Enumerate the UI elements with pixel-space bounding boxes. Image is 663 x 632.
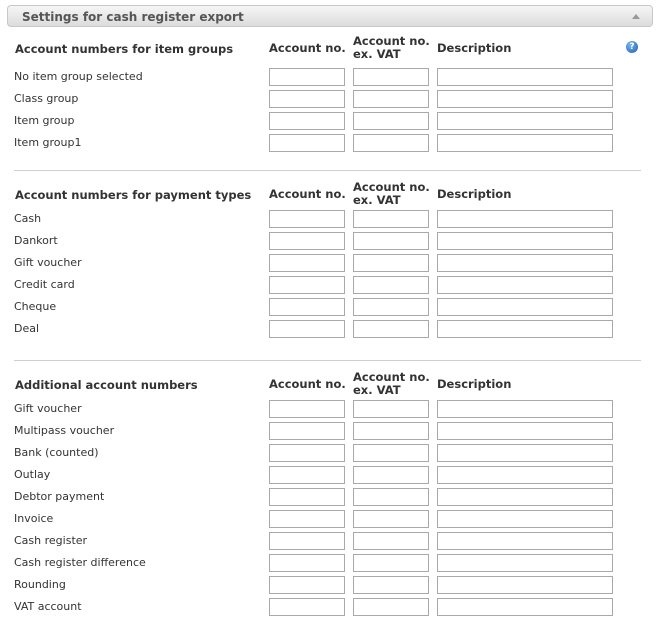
section-header	[0, 371, 663, 401]
account-no-input[interactable]	[269, 232, 345, 250]
description-input[interactable]	[437, 466, 613, 484]
row-label: Item group1	[14, 136, 82, 149]
row-label: Cash register difference	[14, 556, 146, 569]
account-no-ex-vat-input[interactable]	[353, 134, 429, 152]
form-row	[0, 90, 663, 112]
account-no-ex-vat-input[interactable]	[353, 576, 429, 594]
account-no-ex-vat-input[interactable]	[353, 254, 429, 272]
section-divider	[14, 170, 641, 171]
account-no-input[interactable]	[269, 276, 345, 294]
description-input[interactable]	[437, 232, 613, 250]
row-label: Gift voucher	[14, 256, 82, 269]
row-label: Credit card	[14, 278, 75, 291]
column-account-no-ex-vat: Account no. ex. VAT	[353, 370, 430, 397]
account-no-input[interactable]	[269, 532, 345, 550]
row-label: Multipass voucher	[14, 424, 115, 437]
account-no-input[interactable]	[269, 444, 345, 462]
description-input[interactable]	[437, 400, 613, 418]
description-input[interactable]	[437, 112, 613, 130]
row-label: Debtor payment	[14, 490, 105, 503]
account-no-input[interactable]	[269, 90, 345, 108]
account-no-input[interactable]	[269, 254, 345, 272]
account-no-ex-vat-input[interactable]	[353, 90, 429, 108]
row-label: Cash	[14, 212, 42, 225]
account-no-ex-vat-input[interactable]	[353, 598, 429, 616]
column-description: Description	[437, 187, 512, 201]
form-row	[0, 112, 663, 134]
account-no-input[interactable]	[269, 510, 345, 528]
description-input[interactable]	[437, 554, 613, 572]
account-no-input[interactable]	[269, 598, 345, 616]
row-label: Dankort	[14, 234, 58, 247]
form-row	[0, 298, 663, 320]
account-no-input[interactable]	[269, 134, 345, 152]
column-description: Description	[437, 41, 512, 55]
description-input[interactable]	[437, 210, 613, 228]
help-icon[interactable]: ?	[626, 41, 638, 53]
account-no-ex-vat-input[interactable]	[353, 112, 429, 130]
account-no-input[interactable]	[269, 112, 345, 130]
form-row	[0, 134, 663, 156]
account-no-input[interactable]	[269, 422, 345, 440]
description-input[interactable]	[437, 598, 613, 616]
row-label: Class group	[14, 92, 79, 105]
account-no-ex-vat-input[interactable]	[353, 276, 429, 294]
row-label: Deal	[14, 322, 40, 335]
section-title: Additional account numbers	[15, 378, 198, 392]
description-input[interactable]	[437, 444, 613, 462]
column-account-no: Account no.	[269, 377, 346, 391]
form-row	[0, 320, 663, 342]
description-input[interactable]	[437, 276, 613, 294]
account-no-input[interactable]	[269, 68, 345, 86]
account-no-input[interactable]	[269, 576, 345, 594]
account-no-ex-vat-input[interactable]	[353, 400, 429, 418]
description-input[interactable]	[437, 422, 613, 440]
row-label: Rounding	[14, 578, 66, 591]
row-label: Invoice	[14, 512, 54, 525]
form-row	[0, 276, 663, 298]
account-no-ex-vat-input[interactable]	[353, 422, 429, 440]
form-row	[0, 444, 663, 466]
form-row	[0, 254, 663, 276]
column-account-no: Account no.	[269, 187, 346, 201]
column-account-no-ex-vat: Account no. ex. VAT	[353, 34, 430, 61]
account-no-ex-vat-input[interactable]	[353, 532, 429, 550]
section-title: Account numbers for payment types	[15, 188, 252, 202]
account-no-input[interactable]	[269, 554, 345, 572]
account-no-input[interactable]	[269, 400, 345, 418]
account-no-ex-vat-input[interactable]	[353, 232, 429, 250]
account-no-ex-vat-input[interactable]	[353, 510, 429, 528]
section-title: Account numbers for item groups	[15, 42, 234, 56]
description-input[interactable]	[437, 510, 613, 528]
form-row	[0, 510, 663, 532]
account-no-ex-vat-input[interactable]	[353, 444, 429, 462]
form-row	[0, 232, 663, 254]
form-row	[0, 422, 663, 444]
form-row	[0, 466, 663, 488]
form-row	[0, 554, 663, 576]
account-no-input[interactable]	[269, 320, 345, 338]
form-row	[0, 210, 663, 232]
account-no-ex-vat-input[interactable]	[353, 320, 429, 338]
section-divider	[14, 360, 641, 361]
description-input[interactable]	[437, 134, 613, 152]
row-label: Bank (counted)	[14, 446, 99, 459]
account-no-input[interactable]	[269, 466, 345, 484]
row-label: Cash register	[14, 534, 88, 547]
panel-title: Settings for cash register export	[22, 10, 244, 24]
description-input[interactable]	[437, 254, 613, 272]
description-input[interactable]	[437, 488, 613, 506]
description-input[interactable]	[437, 532, 613, 550]
description-input[interactable]	[437, 576, 613, 594]
form-row	[0, 68, 663, 90]
row-label: Gift voucher	[14, 402, 82, 415]
row-label: VAT account	[14, 600, 82, 613]
description-input[interactable]	[437, 298, 613, 316]
description-input[interactable]	[437, 90, 613, 108]
section-header	[0, 35, 663, 65]
column-account-no-ex-vat: Account no. ex. VAT	[353, 180, 430, 207]
account-no-input[interactable]	[269, 298, 345, 316]
account-no-ex-vat-input[interactable]	[353, 488, 429, 506]
collapse-up-icon[interactable]	[632, 14, 640, 19]
section-header	[0, 181, 663, 211]
description-input[interactable]	[437, 320, 613, 338]
row-label: Cheque	[14, 300, 57, 313]
form-row	[0, 576, 663, 598]
form-row	[0, 488, 663, 510]
account-no-ex-vat-input[interactable]	[353, 554, 429, 572]
description-input[interactable]	[437, 68, 613, 86]
account-no-input[interactable]	[269, 488, 345, 506]
account-no-ex-vat-input[interactable]	[353, 68, 429, 86]
form-row	[0, 532, 663, 554]
account-no-input[interactable]	[269, 210, 345, 228]
panel-header[interactable]	[7, 5, 653, 27]
form-row	[0, 598, 663, 620]
row-label: Item group	[14, 114, 75, 127]
row-label: No item group selected	[14, 70, 143, 83]
row-label: Outlay	[14, 468, 51, 481]
column-description: Description	[437, 377, 512, 391]
account-no-ex-vat-input[interactable]	[353, 298, 429, 316]
account-no-ex-vat-input[interactable]	[353, 210, 429, 228]
account-no-ex-vat-input[interactable]	[353, 466, 429, 484]
form-row	[0, 400, 663, 422]
column-account-no: Account no.	[269, 41, 346, 55]
